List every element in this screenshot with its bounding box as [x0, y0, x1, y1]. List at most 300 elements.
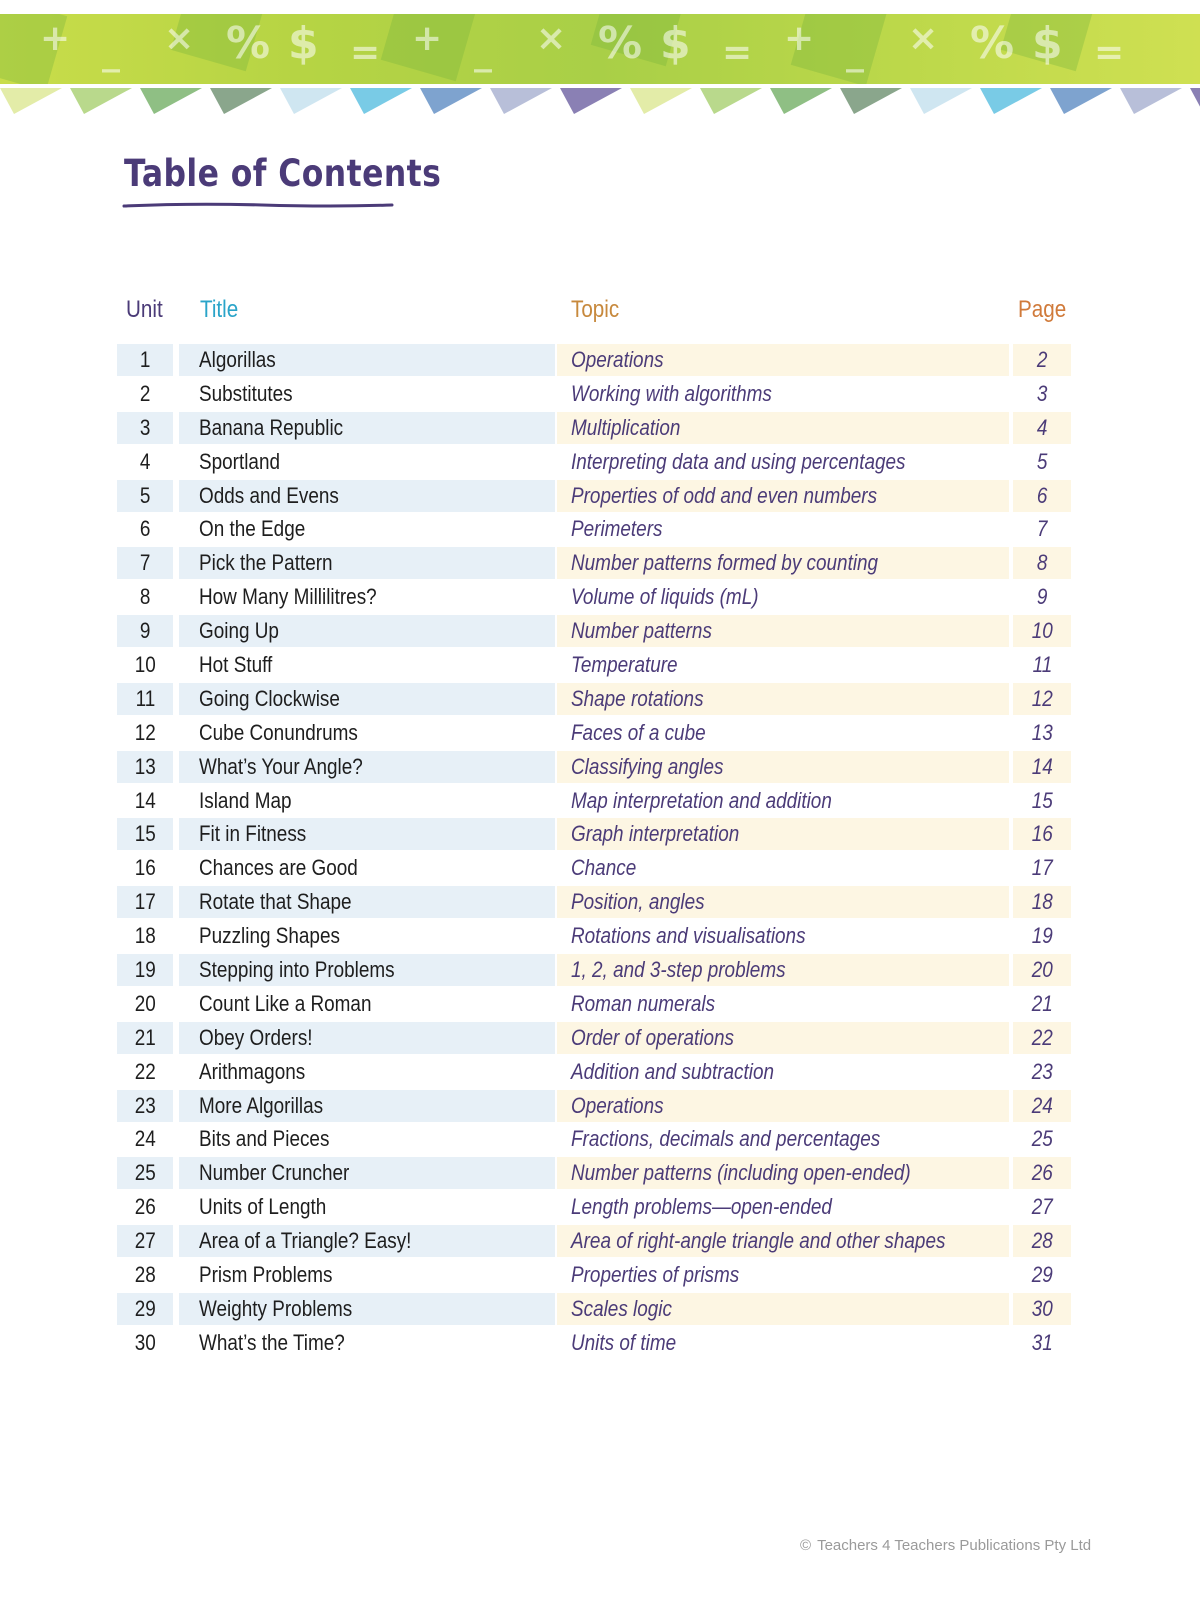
table-row	[0, 615, 1200, 649]
row-unit	[117, 615, 173, 647]
row-page-text: 14	[1031, 753, 1053, 779]
row-topic	[557, 818, 1009, 850]
row-page	[1013, 1191, 1071, 1223]
row-page-text: 23	[1031, 1058, 1053, 1084]
row-title-text: Banana Republic	[199, 414, 344, 440]
row-page-text: 6	[1036, 482, 1048, 508]
row-topic	[557, 751, 1009, 783]
math-symbol-icon: _	[846, 32, 864, 73]
row-topic-text: Number patterns	[571, 618, 712, 644]
row-page	[1013, 954, 1071, 986]
row-unit-text: 19	[134, 957, 156, 983]
row-unit-text: 2	[139, 380, 151, 406]
table-row	[0, 1022, 1200, 1056]
row-topic-text: Faces of a cube	[571, 719, 706, 745]
table-row	[0, 1090, 1200, 1124]
row-title-text: Algorillas	[199, 347, 276, 372]
row-title	[179, 1123, 555, 1155]
row-unit-text: 16	[134, 855, 156, 881]
row-topic-text: Operations	[571, 1092, 664, 1118]
row-unit-text: 20	[134, 990, 156, 1016]
row-unit-text: 23	[134, 1092, 156, 1118]
pennant-flag	[70, 88, 132, 114]
row-page	[1013, 751, 1071, 783]
row-page	[1013, 818, 1071, 850]
row-title	[179, 785, 555, 817]
row-page	[1013, 683, 1071, 715]
math-symbol-icon: _	[102, 32, 120, 73]
row-topic-text: Addition and subtraction	[571, 1058, 775, 1084]
row-unit-text: 6	[139, 516, 151, 542]
row-title-text: What’s the Time?	[199, 1329, 345, 1355]
row-title	[179, 988, 555, 1020]
pennant-flag	[140, 88, 202, 114]
row-unit-text: 29	[134, 1295, 156, 1321]
pennant-flag	[1190, 88, 1200, 114]
table-row	[0, 344, 1200, 378]
row-page-text: 28	[1031, 1228, 1053, 1254]
table-row	[0, 920, 1200, 954]
row-unit-text: 12	[134, 719, 156, 745]
row-unit	[117, 920, 173, 952]
row-unit	[117, 1090, 173, 1122]
row-unit	[117, 547, 173, 579]
row-unit	[117, 480, 173, 512]
row-page-text: 5	[1036, 448, 1048, 474]
row-unit	[117, 1327, 173, 1359]
row-title	[179, 1259, 555, 1291]
row-topic	[557, 886, 1009, 918]
math-symbol-icon: $	[288, 18, 319, 69]
row-unit	[117, 1157, 173, 1189]
row-page-text: 15	[1031, 787, 1053, 813]
row-title-text: Sportland	[199, 448, 281, 474]
row-title-text: How Many Millilitres?	[199, 584, 377, 610]
pennant-flag	[700, 88, 762, 114]
pennant-flag	[210, 88, 272, 114]
row-page-text: 17	[1031, 855, 1053, 881]
row-unit-text: 24	[134, 1126, 156, 1152]
row-unit	[117, 412, 173, 444]
row-page	[1013, 547, 1071, 579]
row-title	[179, 547, 555, 579]
row-topic	[557, 1327, 1009, 1359]
row-title	[179, 1293, 555, 1325]
row-title	[179, 1225, 555, 1257]
row-page	[1013, 1327, 1071, 1359]
row-topic-text: Position, angles	[571, 889, 705, 915]
row-unit-text: 11	[135, 685, 155, 711]
row-unit-text: 18	[134, 923, 156, 949]
row-page	[1013, 1090, 1071, 1122]
row-topic-text: Multiplication	[571, 414, 681, 440]
row-title-text: Puzzling Shapes	[199, 923, 340, 949]
row-topic	[557, 581, 1009, 613]
row-unit	[117, 1293, 173, 1325]
pennant-bunting	[0, 84, 1200, 118]
math-symbol-icon: ×	[908, 18, 939, 59]
row-topic-text: Fractions, decimals and percentages	[571, 1126, 881, 1152]
row-unit-text: 3	[139, 414, 151, 440]
row-unit	[117, 581, 173, 613]
table-row	[0, 1225, 1200, 1259]
row-page-text: 9	[1036, 584, 1048, 610]
row-unit-text: 17	[134, 889, 156, 915]
pennant-flag	[280, 88, 342, 114]
row-title-text: Going Up	[199, 618, 279, 644]
row-unit-text: 4	[139, 448, 151, 474]
row-title	[179, 513, 555, 545]
math-symbol-icon: ×	[536, 18, 567, 59]
copyright-text: Teachers 4 Teachers Publications Pty Ltd	[817, 1537, 1092, 1554]
table-row	[0, 446, 1200, 480]
pennant-flag	[1120, 88, 1182, 114]
pennant-flag	[910, 88, 972, 114]
row-page	[1013, 920, 1071, 952]
table-row	[0, 581, 1200, 615]
row-page	[1013, 378, 1071, 410]
row-topic-text: Length problems—open-ended	[571, 1194, 832, 1220]
row-topic-text: Volume of liquids (mL)	[571, 584, 759, 610]
row-unit-text: 25	[134, 1160, 156, 1186]
row-topic	[557, 1293, 1009, 1325]
row-unit-text: 30	[134, 1329, 156, 1355]
row-unit	[117, 344, 173, 376]
table-header	[0, 296, 1200, 330]
row-unit	[117, 683, 173, 715]
row-title	[179, 886, 555, 918]
row-title-text: Arithmagons	[199, 1058, 306, 1084]
row-title-text: Substitutes	[199, 380, 293, 406]
row-topic-text: Temperature	[571, 652, 678, 678]
row-page	[1013, 1293, 1071, 1325]
row-topic	[557, 649, 1009, 681]
pennant-flag	[770, 88, 832, 114]
row-title	[179, 1056, 555, 1088]
row-title	[179, 818, 555, 850]
row-unit	[117, 954, 173, 986]
table-row	[0, 852, 1200, 886]
pennant-flag	[490, 88, 552, 114]
row-title	[179, 581, 555, 613]
row-topic	[557, 1225, 1009, 1257]
row-page-text: 31	[1031, 1329, 1053, 1355]
row-unit-text: 27	[134, 1228, 156, 1254]
math-symbol-icon: _	[474, 32, 492, 73]
row-title	[179, 751, 555, 783]
table-of-contents	[0, 344, 1200, 1361]
table-row	[0, 412, 1200, 446]
row-topic-text: Properties of prisms	[571, 1262, 740, 1288]
row-unit	[117, 1191, 173, 1223]
row-unit	[117, 378, 173, 410]
row-page-text: 30	[1031, 1295, 1053, 1321]
table-row	[0, 818, 1200, 852]
table-row	[0, 649, 1200, 683]
row-title-text: Units of Length	[199, 1194, 327, 1220]
row-title	[179, 344, 555, 376]
row-topic	[557, 344, 1009, 376]
table-row	[0, 1293, 1200, 1327]
row-topic-text: Perimeters	[571, 516, 663, 542]
row-page	[1013, 717, 1071, 749]
row-page-text: 3	[1036, 380, 1048, 406]
row-title-text: Bits and Pieces	[199, 1126, 330, 1152]
row-title-text: Count Like a Roman	[199, 990, 372, 1016]
row-page-text: 16	[1031, 821, 1053, 847]
row-topic	[557, 446, 1009, 478]
row-topic-text: Properties of odd and even numbers	[571, 482, 878, 508]
math-symbol-icon: =	[1094, 32, 1125, 73]
row-page	[1013, 412, 1071, 444]
row-title-text: Cube Conundrums	[199, 719, 358, 745]
row-topic-text: Units of time	[571, 1329, 677, 1355]
row-unit	[117, 649, 173, 681]
row-topic-text: Roman numerals	[571, 990, 716, 1016]
table-row	[0, 717, 1200, 751]
row-topic	[557, 412, 1009, 444]
row-unit-text: 10	[134, 652, 156, 678]
row-page	[1013, 1056, 1071, 1088]
header-banner	[0, 14, 1200, 84]
row-page	[1013, 581, 1071, 613]
row-topic-text: Shape rotations	[571, 685, 704, 711]
row-page	[1013, 1123, 1071, 1155]
title-underline	[122, 200, 394, 212]
table-row	[0, 886, 1200, 920]
math-symbol-icon: %	[598, 18, 643, 69]
copyright-notice	[800, 1537, 1091, 1554]
row-page-text: 20	[1031, 957, 1053, 983]
table-row	[0, 785, 1200, 819]
row-topic	[557, 1191, 1009, 1223]
pennant-flag	[630, 88, 692, 114]
table-row	[0, 513, 1200, 547]
row-page	[1013, 615, 1071, 647]
row-topic	[557, 480, 1009, 512]
row-page	[1013, 1259, 1071, 1291]
row-topic-text: Operations	[571, 347, 664, 372]
row-title-text: Number Cruncher	[199, 1160, 350, 1186]
column-header-page: Page	[1018, 296, 1067, 323]
row-title-text: Area of a Triangle? Easy!	[199, 1228, 412, 1254]
row-unit	[117, 1056, 173, 1088]
row-topic	[557, 1123, 1009, 1155]
row-topic-text: Area of right-angle triangle and other shapes	[571, 1228, 946, 1254]
table-row	[0, 378, 1200, 412]
math-symbol-icon: ×	[164, 18, 195, 59]
row-topic	[557, 615, 1009, 647]
math-symbol-icon: $	[660, 18, 691, 69]
row-topic-text: Working with algorithms	[571, 380, 772, 406]
table-row	[0, 683, 1200, 717]
row-page	[1013, 886, 1071, 918]
row-topic	[557, 920, 1009, 952]
table-row	[0, 1056, 1200, 1090]
row-topic	[557, 547, 1009, 579]
table-row	[0, 1259, 1200, 1293]
row-page-text: 7	[1036, 516, 1048, 542]
row-unit-text: 13	[134, 753, 156, 779]
pennant-flag	[980, 88, 1042, 114]
page-title: Table of Contents	[124, 152, 442, 195]
row-topic-text: Map interpretation and addition	[571, 787, 832, 813]
row-topic-text: Chance	[571, 855, 637, 881]
row-topic	[557, 1056, 1009, 1088]
table-row	[0, 954, 1200, 988]
row-topic-text: 1, 2, and 3-step problems	[571, 957, 786, 983]
row-title-text: Prism Problems	[199, 1262, 333, 1288]
row-unit-text: 26	[134, 1194, 156, 1220]
row-topic-text: Number patterns formed by counting	[571, 550, 879, 576]
copyright-icon: ©	[800, 1537, 812, 1554]
row-page-text: 25	[1031, 1126, 1053, 1152]
row-unit-text: 14	[134, 787, 156, 813]
row-topic	[557, 988, 1009, 1020]
row-unit-text: 5	[139, 482, 151, 508]
row-topic-text: Interpreting data and using percentages	[571, 448, 906, 474]
row-unit	[117, 751, 173, 783]
row-topic	[557, 378, 1009, 410]
row-title	[179, 615, 555, 647]
row-title	[179, 1022, 555, 1054]
row-page	[1013, 480, 1071, 512]
row-unit	[117, 1225, 173, 1257]
row-page-text: 29	[1031, 1262, 1053, 1288]
pennant-flag	[1050, 88, 1112, 114]
row-topic	[557, 1090, 1009, 1122]
row-unit-text: 1	[139, 347, 151, 372]
row-page	[1013, 988, 1071, 1020]
row-page-text: 12	[1031, 685, 1053, 711]
pennant-flag	[560, 88, 622, 114]
row-title	[179, 378, 555, 410]
row-title	[179, 446, 555, 478]
row-page-text: 2	[1036, 347, 1048, 372]
row-page-text: 13	[1031, 719, 1053, 745]
row-title	[179, 412, 555, 444]
table-row	[0, 1157, 1200, 1191]
row-unit	[117, 988, 173, 1020]
pennant-flag	[420, 88, 482, 114]
row-title-text: Weighty Problems	[199, 1295, 353, 1321]
row-unit	[117, 1022, 173, 1054]
row-title	[179, 1191, 555, 1223]
row-topic	[557, 954, 1009, 986]
row-title	[179, 649, 555, 681]
row-title	[179, 920, 555, 952]
row-topic	[557, 785, 1009, 817]
row-unit-text: 28	[134, 1262, 156, 1288]
column-header-topic: Topic	[571, 296, 620, 323]
table-row	[0, 751, 1200, 785]
row-title	[179, 1090, 555, 1122]
row-title-text: On the Edge	[199, 516, 306, 542]
row-page-text: 19	[1031, 923, 1053, 949]
row-page-text: 24	[1031, 1092, 1053, 1118]
row-topic	[557, 717, 1009, 749]
table-row	[0, 480, 1200, 514]
table-row	[0, 1327, 1200, 1361]
row-topic-text: Classifying angles	[571, 753, 724, 779]
row-title-text: Odds and Evens	[199, 482, 339, 508]
math-symbols	[0, 14, 1200, 84]
row-page-text: 8	[1036, 550, 1048, 576]
row-page-text: 22	[1031, 1024, 1053, 1050]
row-title-text: Island Map	[199, 787, 292, 813]
row-page-text: 10	[1031, 618, 1053, 644]
row-unit-text: 21	[134, 1024, 156, 1050]
row-unit-text: 8	[139, 584, 151, 610]
pennant-flag	[350, 88, 412, 114]
row-topic	[557, 1259, 1009, 1291]
row-topic-text: Order of operations	[571, 1024, 735, 1050]
row-page	[1013, 852, 1071, 884]
math-symbol-icon: %	[970, 18, 1015, 69]
row-page-text: 26	[1031, 1160, 1053, 1186]
row-unit-text: 15	[134, 821, 156, 847]
row-unit	[117, 513, 173, 545]
row-page-text: 27	[1031, 1194, 1053, 1220]
row-page	[1013, 513, 1071, 545]
row-topic-text: Scales logic	[571, 1295, 672, 1321]
row-unit	[117, 852, 173, 884]
row-page-text: 11	[1032, 652, 1052, 678]
row-title-text: Hot Stuff	[199, 652, 273, 678]
row-topic	[557, 1022, 1009, 1054]
row-title	[179, 683, 555, 715]
row-topic-text: Graph interpretation	[571, 821, 740, 847]
math-symbol-icon: =	[722, 32, 753, 73]
row-unit	[117, 1259, 173, 1291]
row-unit-text: 9	[139, 618, 151, 644]
row-unit-text: 7	[139, 550, 151, 576]
column-header-title: Title	[200, 296, 239, 323]
row-title	[179, 852, 555, 884]
row-title-text: More Algorillas	[199, 1092, 324, 1118]
math-symbol-icon: $	[1032, 18, 1063, 69]
row-topic	[557, 513, 1009, 545]
row-title	[179, 954, 555, 986]
row-page-text: 4	[1036, 414, 1048, 440]
row-topic	[557, 852, 1009, 884]
row-page	[1013, 1225, 1071, 1257]
row-title	[179, 717, 555, 749]
row-unit	[117, 886, 173, 918]
row-page	[1013, 649, 1071, 681]
row-page	[1013, 344, 1071, 376]
row-unit	[117, 446, 173, 478]
row-page	[1013, 785, 1071, 817]
row-topic-text: Number patterns (including open-ended)	[571, 1160, 911, 1186]
row-page	[1013, 446, 1071, 478]
row-page	[1013, 1022, 1071, 1054]
math-symbol-icon: %	[226, 18, 271, 69]
row-unit	[117, 717, 173, 749]
table-row	[0, 988, 1200, 1022]
row-title-text: Stepping into Problems	[199, 957, 395, 983]
row-title	[179, 1157, 555, 1189]
row-unit	[117, 1123, 173, 1155]
row-unit-text: 22	[134, 1058, 156, 1084]
row-title-text: Chances are Good	[199, 855, 358, 881]
row-page-text: 18	[1031, 889, 1053, 915]
row-page	[1013, 1157, 1071, 1189]
row-topic-text: Rotations and visualisations	[571, 923, 806, 949]
row-title-text: Obey Orders!	[199, 1024, 313, 1050]
math-symbol-icon: +	[784, 18, 815, 59]
row-title-text: Going Clockwise	[199, 685, 340, 711]
